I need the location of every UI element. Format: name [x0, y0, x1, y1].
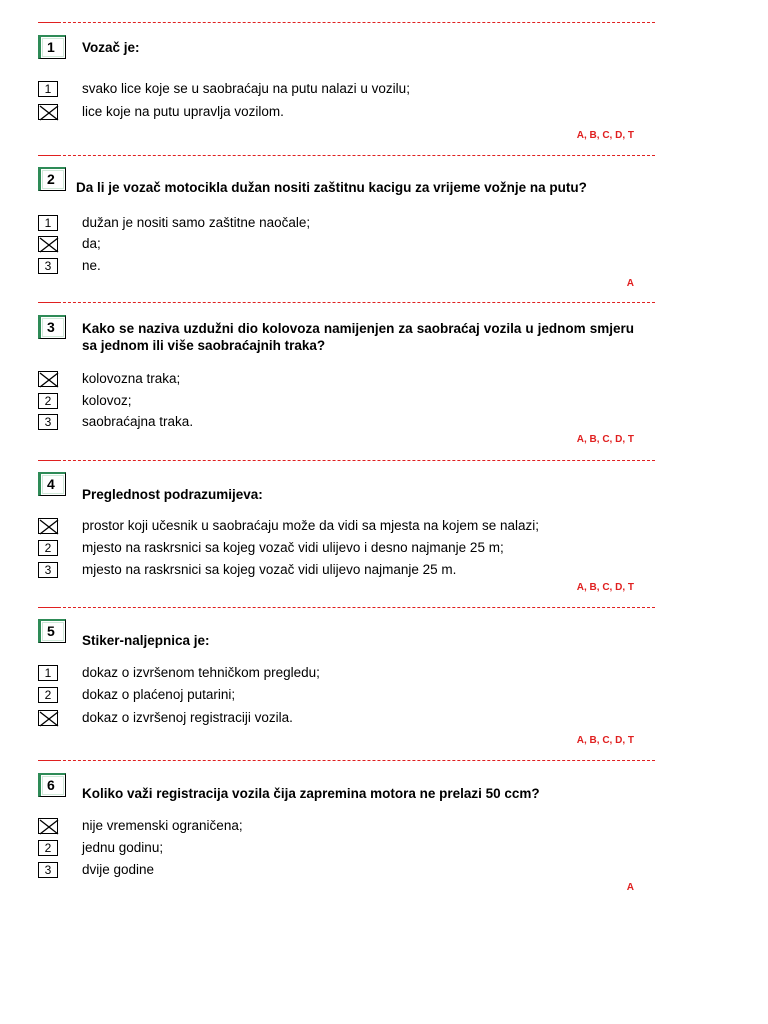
question-text: Stiker-naljepnica je:: [82, 633, 210, 648]
cross-mark-icon: [39, 372, 59, 388]
cross-mark-icon: [39, 237, 59, 253]
answer-text: dokaz o izvršenom tehničkom pregledu;: [82, 665, 320, 680]
answer-checkbox[interactable]: 3: [38, 862, 58, 878]
answer-checkbox[interactable]: 1: [38, 215, 58, 231]
separator: [38, 302, 655, 303]
answer-checkbox-checked[interactable]: [38, 236, 58, 252]
answer-text: dvije godine: [82, 862, 155, 877]
answer-checkbox-checked[interactable]: [38, 104, 58, 120]
answer-text: lice koje na putu upravlja vozilom.: [82, 104, 284, 119]
separator: [38, 460, 655, 461]
separator: [38, 607, 655, 608]
answer-checkbox[interactable]: 3: [38, 258, 58, 274]
cross-mark-icon: [39, 519, 59, 535]
answer-text: prostor koji učesnik u saobraćaju može da vidi sa mjesta na kojem se nalazi;: [82, 518, 539, 533]
question-text: Koliko važi registracija vozila čija zapremina motora ne prelazi 50 ccm?: [82, 786, 540, 801]
answer-text: ne.: [82, 258, 101, 273]
question-text: Kako se naziva uzdužni dio kolovoza namijenjen za saobraćaj vozila u jednom smjeru sa jednom ili više saobraćajnih traka?: [82, 321, 634, 353]
question-number: 6: [38, 773, 66, 797]
question-text: Vozač je:: [82, 40, 140, 55]
answer-text: dokaz o izvršenoj registraciji vozila.: [82, 710, 293, 725]
answer-checkbox-checked[interactable]: [38, 710, 58, 726]
separator: [38, 155, 655, 156]
answer-checkbox-checked[interactable]: [38, 518, 58, 534]
answer-text: svako lice koje se u saobraćaju na putu nalazi u vozilu;: [82, 81, 410, 96]
answer-checkbox[interactable]: 2: [38, 687, 58, 703]
cross-mark-icon: [39, 711, 59, 727]
answer-checkbox[interactable]: 3: [38, 414, 58, 430]
category-label: A: [626, 278, 634, 289]
answer-text: mjesto na raskrsnici sa kojeg vozač vidi ulijevo najmanje 25 m.: [82, 562, 457, 577]
answer-checkbox-checked[interactable]: [38, 371, 58, 387]
answer-checkbox[interactable]: 2: [38, 393, 58, 409]
question-number: 3: [38, 315, 66, 339]
question-number: 5: [38, 619, 66, 643]
answer-checkbox[interactable]: 2: [38, 540, 58, 556]
answer-text: dužan je nositi samo zaštitne naočale;: [82, 215, 311, 230]
answer-checkbox-checked[interactable]: [38, 818, 58, 834]
answer-text: kolovozna traka;: [82, 371, 181, 386]
cross-mark-icon: [39, 819, 59, 835]
category-label: A, B, C, D, T: [576, 130, 634, 141]
answer-text: mjesto na raskrsnici sa kojeg vozač vidi ulijevo i desno najmanje 25 m;: [82, 540, 504, 555]
category-label: A, B, C, D, T: [576, 582, 634, 593]
cross-mark-icon: [39, 105, 59, 121]
separator: [38, 760, 655, 761]
question-number: 4: [38, 472, 66, 496]
answer-text: nije vremenski ograničena;: [82, 818, 243, 833]
category-label: A, B, C, D, T: [576, 735, 634, 746]
question-text: Da li je vozač motocikla dužan nositi zaštitnu kacigu za vrijeme vožnje na putu?: [76, 180, 587, 195]
answer-checkbox[interactable]: 1: [38, 665, 58, 681]
category-label: A: [626, 882, 634, 893]
category-label: A, B, C, D, T: [576, 434, 634, 445]
answer-checkbox[interactable]: 2: [38, 840, 58, 856]
answer-checkbox[interactable]: 3: [38, 562, 58, 578]
answer-text: kolovoz;: [82, 393, 132, 408]
answer-checkbox[interactable]: 1: [38, 81, 58, 97]
question-number: 1: [38, 35, 66, 59]
separator: [38, 22, 655, 23]
question-number: 2: [38, 167, 66, 191]
answer-text: da;: [82, 236, 101, 251]
answer-text: saobraćajna traka.: [82, 414, 194, 429]
question-text: Preglednost podrazumijeva:: [82, 487, 263, 502]
answer-text: dokaz o plaćenoj putarini;: [82, 687, 236, 702]
answer-text: jednu godinu;: [82, 840, 164, 855]
